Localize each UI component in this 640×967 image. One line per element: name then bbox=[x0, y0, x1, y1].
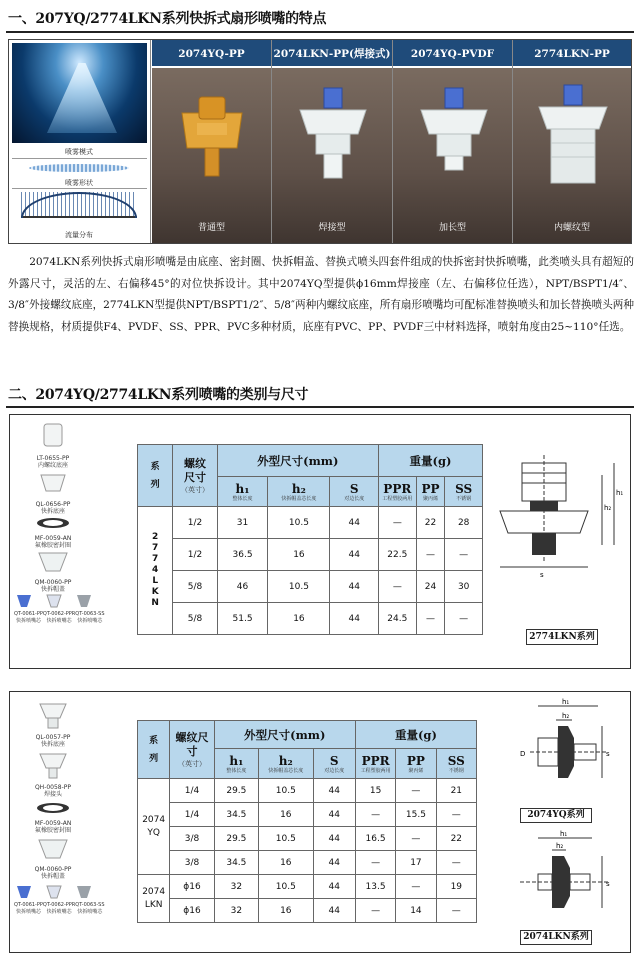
cell: 22 bbox=[416, 507, 445, 539]
cell: 10.5 bbox=[268, 507, 330, 539]
col-sub: 整体长度 bbox=[226, 767, 247, 774]
col-pp bbox=[396, 749, 436, 779]
cell: 34.5 bbox=[214, 851, 258, 875]
s-label: s bbox=[606, 880, 610, 888]
cell: 29.5 bbox=[214, 779, 258, 803]
section-2-divider bbox=[6, 406, 634, 408]
cell: — bbox=[355, 899, 395, 923]
cell: 22 bbox=[436, 827, 476, 851]
product-caption: 焊接型 bbox=[318, 223, 346, 233]
part-label: QM-0060-PP 快拆帽盖 bbox=[34, 866, 72, 880]
part-label: QL-0656-PP 快拆底座 bbox=[35, 501, 71, 515]
cell: 44 bbox=[313, 899, 355, 923]
thread-header-text: 螺纹 尺寸 bbox=[183, 456, 206, 484]
table-row bbox=[138, 539, 483, 571]
col-name: PPR bbox=[383, 481, 412, 496]
parts-column bbox=[14, 700, 105, 950]
cell: 44 bbox=[313, 851, 355, 875]
tips-labels bbox=[14, 611, 105, 625]
cell: 3/8 bbox=[170, 827, 214, 851]
product-header: 2074YQ-PP bbox=[152, 40, 271, 68]
diagram-caption-2074yq: 2074YQ系列 bbox=[520, 808, 592, 823]
product-2074yq-pp bbox=[152, 40, 272, 243]
h1-label: h₁ bbox=[616, 489, 624, 497]
cell: 44 bbox=[313, 803, 355, 827]
cell: 1/4 bbox=[170, 779, 214, 803]
diagram-2074lkn bbox=[502, 830, 626, 930]
spray-pattern-label: 喷雾模式 bbox=[65, 148, 93, 156]
cell: ϕ16 bbox=[170, 899, 214, 923]
cell: 10.5 bbox=[259, 827, 313, 851]
cell: 5/8 bbox=[173, 571, 217, 603]
cell: 22.5 bbox=[379, 539, 417, 571]
part-label: QM-0060-PP 快拆帽盖 bbox=[34, 579, 72, 593]
cell: ϕ16 bbox=[170, 875, 214, 899]
cell: 30 bbox=[445, 571, 483, 603]
diagram-2074yq bbox=[502, 698, 626, 806]
divider bbox=[12, 188, 147, 189]
col-sub: 工程塑胶两用 bbox=[382, 495, 413, 502]
cell: — bbox=[445, 539, 483, 571]
col-series-header: 系 列 bbox=[138, 721, 170, 779]
table-row bbox=[138, 851, 477, 875]
table-row bbox=[138, 779, 477, 803]
quick-cap-icon bbox=[36, 549, 70, 575]
cell: 1/2 bbox=[173, 539, 217, 571]
h1-label: h₁ bbox=[560, 830, 568, 838]
cell: 32 bbox=[214, 899, 258, 923]
col-sub: 不锈钢 bbox=[448, 767, 464, 774]
col-thread-header bbox=[173, 445, 217, 507]
tips-row bbox=[14, 593, 94, 609]
tip-label: QT-0063-SS 快拆喷嘴芯 bbox=[75, 611, 105, 624]
col-name: PP bbox=[406, 753, 425, 768]
cell: 13.5 bbox=[355, 875, 395, 899]
product-caption: 加长型 bbox=[438, 223, 466, 233]
h1-label: h₁ bbox=[562, 698, 570, 706]
quick-cap-icon bbox=[36, 836, 70, 862]
product-header: 2774LKN-PP bbox=[513, 40, 631, 68]
section-1-divider bbox=[6, 31, 634, 33]
product-header: 2074LKN-PP(焊接式) bbox=[272, 40, 392, 68]
series-cell: 2074 YQ bbox=[138, 779, 170, 875]
col-name: SS bbox=[447, 753, 465, 768]
product-2074lkn-pp bbox=[272, 40, 393, 243]
tip-white-icon bbox=[44, 884, 64, 900]
col-dim-header: 外型尺寸(mm) bbox=[217, 445, 378, 477]
series-cell: 2 7 7 4 L K N bbox=[138, 507, 173, 635]
cell: 16 bbox=[259, 899, 313, 923]
seal-ring-icon bbox=[33, 515, 73, 531]
cell: — bbox=[436, 803, 476, 827]
table-row bbox=[138, 827, 477, 851]
col-sub: 对边长度 bbox=[324, 767, 345, 774]
cell: 10.5 bbox=[259, 875, 313, 899]
tips-row bbox=[14, 884, 94, 900]
col-sub: 聚丙烯 bbox=[422, 495, 438, 502]
cell: 46 bbox=[217, 571, 268, 603]
col-series-header: 系 列 bbox=[138, 445, 173, 507]
col-name: h₁ bbox=[235, 481, 250, 496]
col-sub: 不锈钢 bbox=[456, 495, 472, 502]
part-item bbox=[14, 421, 92, 469]
cell: — bbox=[396, 779, 436, 803]
tip-label: QT-0063-SS 快拆喷嘴芯 bbox=[75, 902, 105, 915]
spray-shape-label: 喷雾形状 bbox=[65, 179, 93, 187]
cell: — bbox=[355, 851, 395, 875]
spec-table-2074 bbox=[137, 720, 477, 923]
cell: 10.5 bbox=[259, 779, 313, 803]
h2-label: h₂ bbox=[604, 504, 612, 512]
col-sub: 聚丙烯 bbox=[408, 767, 424, 774]
thread-unit: （英寸） bbox=[177, 759, 206, 768]
spec-box-2074 bbox=[9, 691, 631, 953]
product-header: 2074YQ-PVDF bbox=[393, 40, 512, 68]
cell: 51.5 bbox=[217, 603, 268, 635]
product-2774lkn-pp bbox=[513, 40, 631, 243]
section-2-title: 二、2074YQ/2774LKN系列喷嘴的类别与尺寸 bbox=[8, 387, 309, 403]
col-sub: 快拆帽盖芯长度 bbox=[268, 767, 304, 774]
cell: 3/8 bbox=[170, 851, 214, 875]
quick-base-icon bbox=[38, 469, 68, 497]
col-h1 bbox=[217, 477, 268, 507]
product-caption: 内螺纹型 bbox=[553, 223, 590, 233]
quick-base-icon bbox=[36, 700, 70, 730]
thread-header-text: 螺纹尺寸 bbox=[175, 730, 209, 758]
cell: — bbox=[379, 507, 417, 539]
col-name: S bbox=[329, 753, 339, 768]
weld-head-icon bbox=[36, 750, 70, 780]
h2-label: h₂ bbox=[562, 712, 570, 720]
part-item bbox=[14, 549, 92, 593]
nozzle-internal-thread-image bbox=[533, 83, 613, 203]
s-label: s bbox=[540, 571, 544, 579]
table-row bbox=[138, 899, 477, 923]
part-label: LT-0655-PP 内螺纹底座 bbox=[36, 455, 70, 469]
spray-shape-image bbox=[29, 164, 129, 172]
spray-pattern-image bbox=[12, 43, 147, 143]
col-name: PP bbox=[421, 481, 440, 496]
nozzle-weld-image bbox=[294, 86, 372, 196]
part-item bbox=[14, 700, 92, 748]
series-cell: 2074 LKN bbox=[138, 875, 170, 923]
part-label: QH-0058-PP 焊接头 bbox=[34, 784, 72, 798]
part-item bbox=[14, 800, 92, 834]
cell: 28 bbox=[445, 507, 483, 539]
cell: — bbox=[436, 851, 476, 875]
tip-blue-icon bbox=[14, 884, 34, 900]
product-caption: 普通型 bbox=[197, 223, 225, 233]
cell: 44 bbox=[313, 875, 355, 899]
tip-steel-icon bbox=[74, 593, 94, 609]
col-weight-header: 重量(g) bbox=[355, 721, 476, 749]
table-row bbox=[138, 507, 483, 539]
col-ss bbox=[436, 749, 476, 779]
part-item bbox=[14, 515, 92, 549]
col-name: PPR bbox=[361, 753, 390, 768]
part-label: MF-0059-AN 氟橡胶密封圈 bbox=[34, 535, 72, 549]
h2-label: h₂ bbox=[556, 842, 564, 850]
product-panel bbox=[8, 39, 632, 244]
cell: 15.5 bbox=[396, 803, 436, 827]
divider bbox=[12, 158, 147, 159]
cell: — bbox=[355, 803, 395, 827]
cell: 16.5 bbox=[355, 827, 395, 851]
col-dim-header: 外型尺寸(mm) bbox=[214, 721, 355, 749]
parts-column bbox=[14, 421, 105, 666]
cell: — bbox=[436, 899, 476, 923]
flow-distribution-label: 流量分布 bbox=[65, 231, 93, 239]
cell: — bbox=[416, 539, 445, 571]
cell: 32 bbox=[214, 875, 258, 899]
cell: 10.5 bbox=[268, 571, 330, 603]
col-h2 bbox=[268, 477, 330, 507]
cell: 17 bbox=[396, 851, 436, 875]
col-name: h₁ bbox=[229, 753, 244, 768]
col-h1 bbox=[214, 749, 258, 779]
spec-table-2774lkn bbox=[137, 444, 483, 635]
cell: 36.5 bbox=[217, 539, 268, 571]
cell: 24.5 bbox=[379, 603, 417, 635]
nozzle-extended-image bbox=[415, 86, 493, 196]
cell: 34.5 bbox=[214, 803, 258, 827]
cell: 44 bbox=[330, 539, 379, 571]
cell: — bbox=[379, 571, 417, 603]
description-paragraph: 2074LKN系列快拆式扇形喷嘴是由底座、密封圈、快拆帽盖、替换式喷头四套件组成的快拆密封快拆喷嘴，此类喷头具有超短的外露尺寸，灵活的左、右偏移45°的对位快拆设计。其中2074YQ型提供ϕ16mm焊接座（左、右偏移位任选），NPT/BSPT1/4″、3/8″外接螺纹底座，2774LKN型提供NPT/BSPT1/2″、5/8″两种内螺纹底座，所有扇形喷嘴均可配标准替换喷头和加长替换喷头两种替换规格，材质提供F4、PVDF、SS、PPR、PVC多种材质，底座有PVC、PP、PVDF三中材料选择，喷射角度由25~110°任选。 bbox=[8, 256, 634, 333]
cell: 16 bbox=[268, 539, 330, 571]
cell: — bbox=[396, 875, 436, 899]
cell: 15 bbox=[355, 779, 395, 803]
col-sub: 工程塑胶两用 bbox=[360, 767, 391, 774]
cell: — bbox=[396, 827, 436, 851]
col-sub: 整体长度 bbox=[232, 495, 253, 502]
col-thread-header bbox=[170, 721, 214, 779]
tip-label: QT-0062-PPR 快拆喷嘴芯 bbox=[42, 902, 76, 915]
col-weight-header: 重量(g) bbox=[379, 445, 483, 477]
seal-ring-icon bbox=[33, 800, 73, 816]
part-item bbox=[14, 750, 92, 798]
cell: 44 bbox=[330, 603, 379, 635]
cell: 1/4 bbox=[170, 803, 214, 827]
col-sub: 快拆帽盖芯长度 bbox=[281, 495, 317, 502]
cell: 24 bbox=[416, 571, 445, 603]
tip-white-icon bbox=[44, 593, 64, 609]
col-ppr bbox=[355, 749, 395, 779]
cell: 31 bbox=[217, 507, 268, 539]
col-sub: 对边长度 bbox=[344, 495, 365, 502]
table-row bbox=[138, 603, 483, 635]
diagram-2774lkn bbox=[492, 455, 624, 625]
cell: 5/8 bbox=[173, 603, 217, 635]
part-label: MF-0059-AN 氟橡胶密封圈 bbox=[34, 820, 72, 834]
cell: 21 bbox=[436, 779, 476, 803]
tip-label: QT-0061-PP 快拆喷嘴芯 bbox=[14, 611, 43, 624]
cell: — bbox=[445, 603, 483, 635]
cell: 44 bbox=[330, 507, 379, 539]
tip-label: QT-0061-PP 快拆喷嘴芯 bbox=[14, 902, 43, 915]
col-s bbox=[330, 477, 379, 507]
part-item bbox=[14, 836, 92, 880]
tip-label: QT-0062-PPR 快拆喷嘴芯 bbox=[42, 611, 76, 624]
tips-labels bbox=[14, 902, 105, 916]
table-row bbox=[138, 875, 477, 899]
diagram-caption-2774lkn: 2774LKN系列 bbox=[526, 629, 598, 645]
col-name: SS bbox=[455, 481, 473, 496]
cell: 19 bbox=[436, 875, 476, 899]
col-s bbox=[313, 749, 355, 779]
cell: 44 bbox=[330, 571, 379, 603]
cell: 29.5 bbox=[214, 827, 258, 851]
cell: 16 bbox=[259, 803, 313, 827]
diagram-caption-2074lkn: 2074LKN系列 bbox=[520, 930, 592, 945]
col-h2 bbox=[259, 749, 313, 779]
cell: 16 bbox=[259, 851, 313, 875]
table-row bbox=[138, 571, 483, 603]
col-ss bbox=[445, 477, 483, 507]
spray-info-column bbox=[9, 40, 151, 243]
part-item bbox=[14, 469, 92, 515]
tip-steel-icon bbox=[74, 884, 94, 900]
cell: 44 bbox=[313, 827, 355, 851]
table-row bbox=[138, 803, 477, 827]
cell: 14 bbox=[396, 899, 436, 923]
part-label: QL-0057-PP 快拆底座 bbox=[35, 734, 71, 748]
s-label: s bbox=[606, 750, 610, 758]
cell: 44 bbox=[313, 779, 355, 803]
col-name: h₂ bbox=[291, 481, 306, 496]
col-name: h₂ bbox=[278, 753, 293, 768]
product-2074yq-pvdf bbox=[393, 40, 513, 243]
d-label: D bbox=[520, 750, 526, 758]
cell: 16 bbox=[268, 603, 330, 635]
cell: — bbox=[416, 603, 445, 635]
cell: 1/2 bbox=[173, 507, 217, 539]
col-ppr bbox=[379, 477, 417, 507]
col-pp bbox=[416, 477, 445, 507]
section-1-title: 一、207YQ/2774LKN系列快拆式扇形喷嘴的特点 bbox=[8, 11, 327, 27]
thread-unit: （英寸） bbox=[180, 485, 209, 494]
tip-blue-icon bbox=[14, 593, 34, 609]
col-name: S bbox=[349, 481, 359, 496]
spec-box-2774lkn bbox=[9, 414, 631, 669]
nozzle-yellow-image bbox=[177, 93, 247, 203]
base-part-icon bbox=[38, 421, 68, 451]
